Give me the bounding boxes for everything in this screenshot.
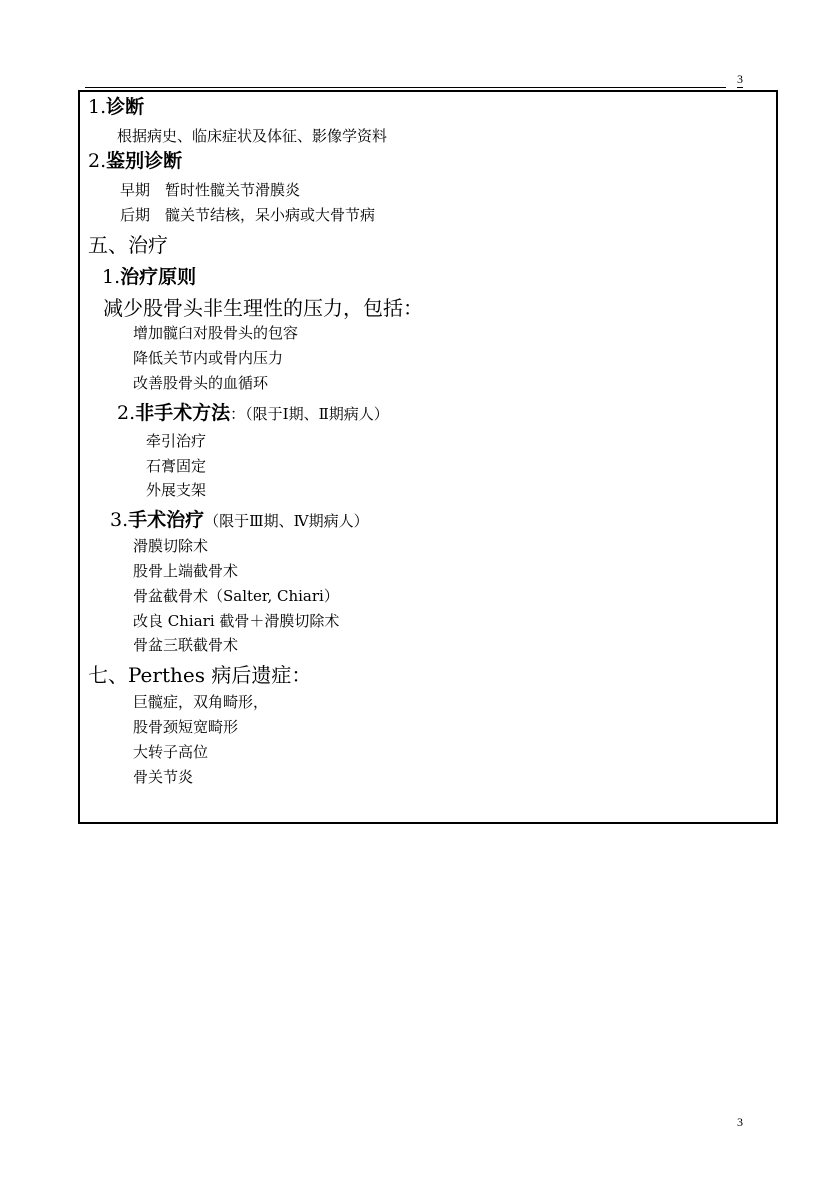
principle-item: 改善股骨头的血循环	[133, 374, 269, 392]
differential-heading	[88, 149, 182, 173]
diagnosis-text: 根据病史、临床症状及体征、影像学资料	[117, 127, 388, 145]
surgical-title: 手术治疗	[128, 509, 205, 531]
sequelae-item: 巨髋症，双角畸形，	[133, 693, 269, 711]
principle-title: 治疗原则	[120, 266, 197, 288]
principle-intro: 减少股骨头非生理性的压力，包括：	[103, 296, 423, 320]
surgical-number: 3.	[110, 509, 129, 531]
nonsurgical-item: 外展支架	[146, 481, 207, 499]
nonsurgical-heading	[117, 401, 389, 425]
sequelae-item: 骨关节炎	[133, 768, 194, 786]
differential-title: 鉴别诊断	[106, 150, 183, 172]
nonsurgical-note: ：（限于Ⅰ期、Ⅱ期病人）	[230, 405, 389, 423]
surgical-note: （限于Ⅲ期、Ⅳ期病人）	[204, 512, 369, 530]
principle-item: 降低关节内或骨内压力	[133, 349, 284, 367]
header-rule	[85, 87, 726, 88]
differential-late: 后期 髋关节结核，呆小病或大骨节病	[120, 206, 376, 224]
differential-early: 早期 暂时性髋关节滑膜炎	[120, 181, 301, 199]
principle-item: 增加髋臼对股骨头的包容	[133, 324, 299, 342]
sequelae-item: 股骨颈短宽畸形	[133, 718, 239, 736]
diagnosis-heading	[88, 95, 144, 119]
surgical-item: 股骨上端截骨术	[133, 562, 239, 580]
nonsurgical-number: 2.	[117, 402, 136, 424]
principle-number: 1.	[102, 266, 121, 288]
nonsurgical-item: 牵引治疗	[146, 432, 207, 450]
section-seven-heading: 七、Perthes 病后遗症：	[88, 663, 312, 687]
diagnosis-title: 诊断	[106, 96, 145, 118]
header-page-number: 3	[737, 72, 743, 86]
surgical-item: 骨盆三联截骨术	[133, 636, 239, 654]
surgical-heading	[110, 508, 369, 532]
surgical-item: 滑膜切除术	[133, 537, 209, 555]
principle-heading	[102, 265, 196, 289]
surgical-item: 改良 Chiari 截骨＋滑膜切除术	[133, 612, 340, 630]
surgical-item: 骨盆截骨术（Salter, Chiari）	[133, 587, 339, 605]
footer-page-number: 3	[737, 1115, 743, 1129]
sequelae-item: 大转子高位	[133, 743, 209, 761]
differential-number: 2.	[88, 150, 107, 172]
diagnosis-number: 1.	[88, 96, 107, 118]
nonsurgical-title: 非手术方法	[135, 402, 231, 424]
section-five-heading: 五、治疗	[88, 233, 168, 257]
nonsurgical-item: 石膏固定	[146, 457, 207, 475]
